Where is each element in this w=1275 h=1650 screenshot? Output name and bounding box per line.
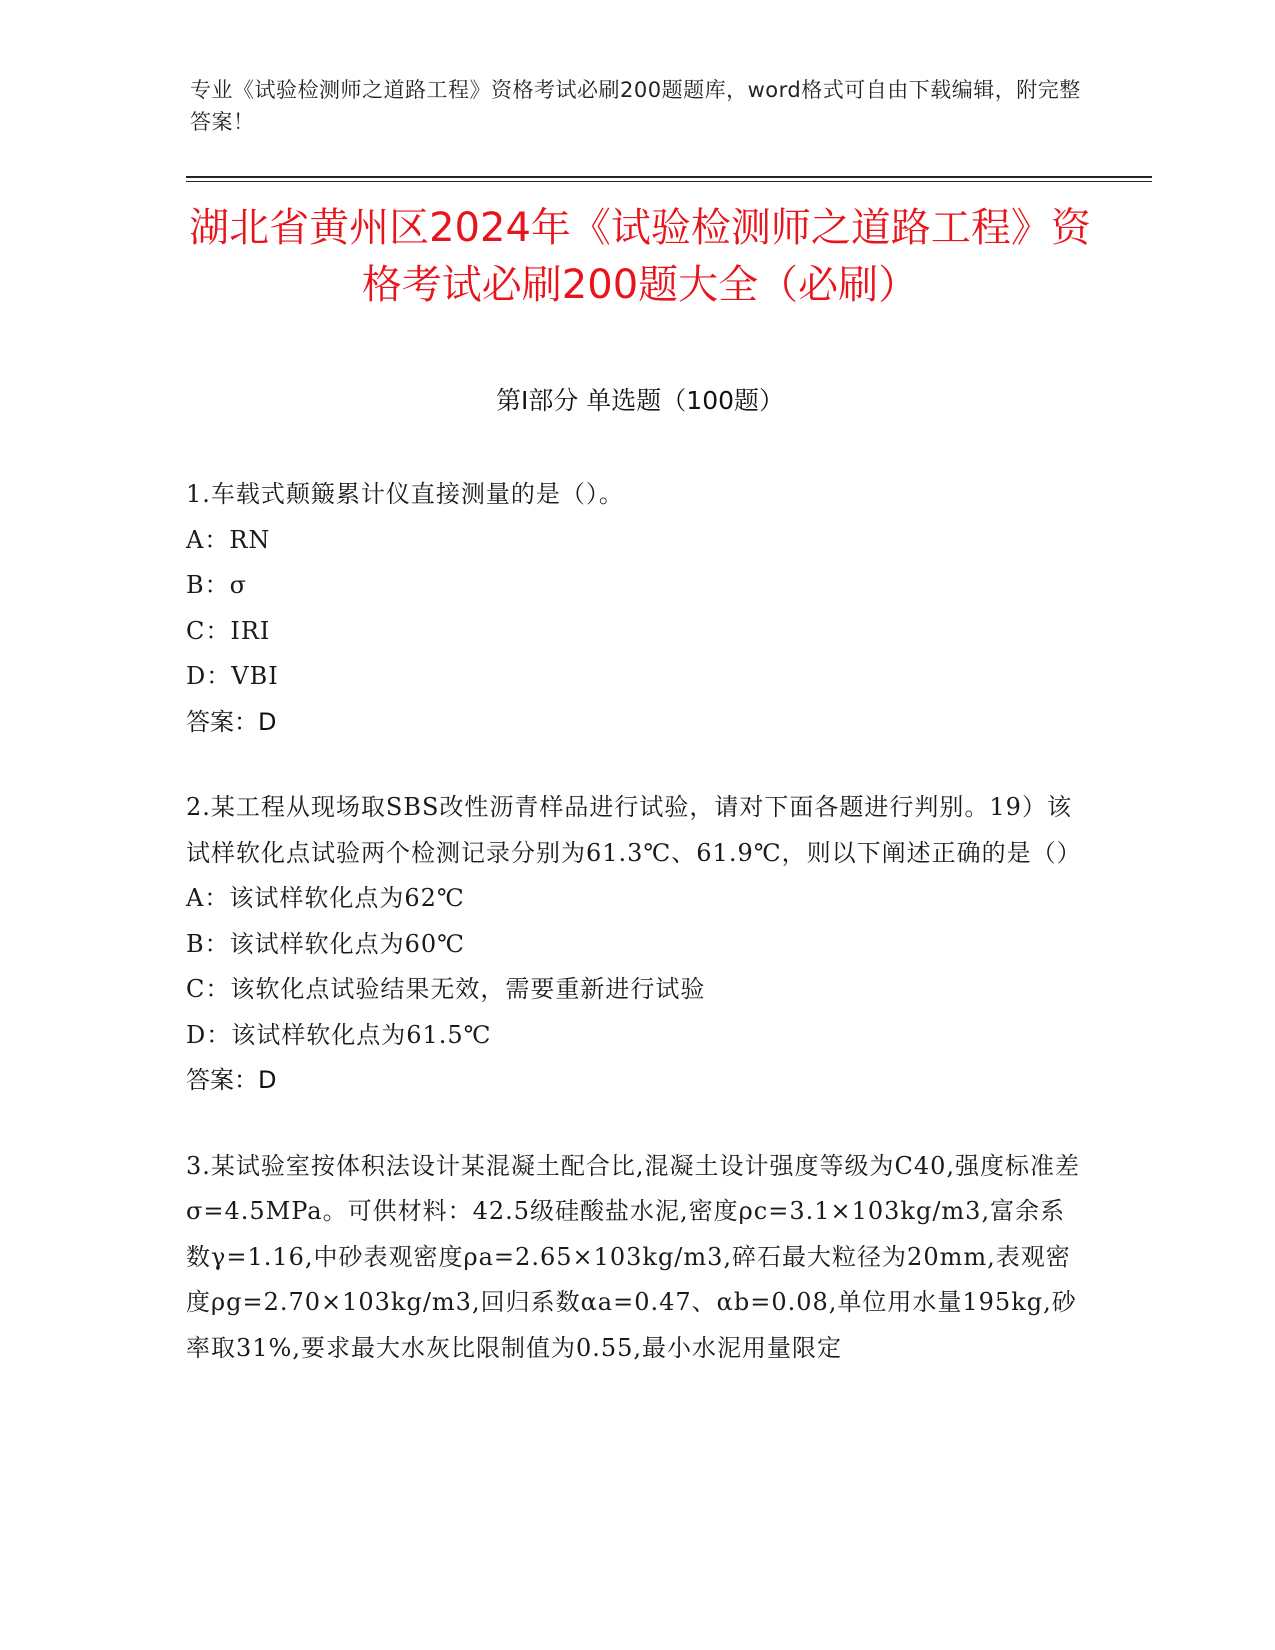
question-list [186,472,1086,1411]
question-3 [186,1144,1086,1372]
option-d: D：该试样软化点为61.5℃ [186,1020,492,1049]
option-c: C：该软化点试验结果无效，需要重新进行试验 [186,975,706,1003]
question-text: 3.某试验室按体积法设计某混凝土配合比,混凝土设计强度等级为C40,强度标准差σ=4.5MPa。可供材料：42.5级硅酸盐水泥,密度ρc=3.1×103kg/m3,富余系数γ=1.16,中砂表观密度ρa=2.65×103kg/m3,碎石最大粒径为20mm,表观密度ρg=2.70×103kg/m3,回归系数αa=0.47、αb=0.08,单位用水量195kg,砂率取31%,要求最大水灰比限制值为0.55,最小水泥用量限定 [186,1151,1081,1362]
option-c: C：IRI [186,616,271,645]
question-2 [186,785,1086,1104]
answer: 答案：D [186,707,277,736]
section-heading: 第Ⅰ部分 单选题（100题） [495,386,785,415]
option-b: B：该试样软化点为60℃ [186,929,466,958]
question-1 [186,472,1086,745]
answer: 答案：D [186,1066,277,1094]
question-text: 1.车载式颠簸累计仪直接测量的是（）。 [186,480,624,508]
option-d: D：VBI [186,662,279,690]
header-divider-thin [186,181,1152,182]
document-title: 湖北省黄州区2024年《试验检测师之道路工程》资格考试必刷200题大全（必刷） [189,205,1091,308]
header-divider-thick [186,176,1152,178]
header-note: 专业《试验检测师之道路工程》资格考试必刷200题题库，word格式可自由下载编辑，附完整答案！ [190,78,1081,134]
question-text: 2.某工程从现场取SBS改性沥青样品进行试验，请对下面各题进行判别。19）该试样软化点试验两个检测记录分别为61.3℃、61.9℃，则以下阐述正确的是（） [186,793,1082,867]
option-b: B：σ [186,571,248,599]
option-a: A：该试样软化点为62℃ [186,884,465,912]
option-a: A：RN [186,525,271,554]
